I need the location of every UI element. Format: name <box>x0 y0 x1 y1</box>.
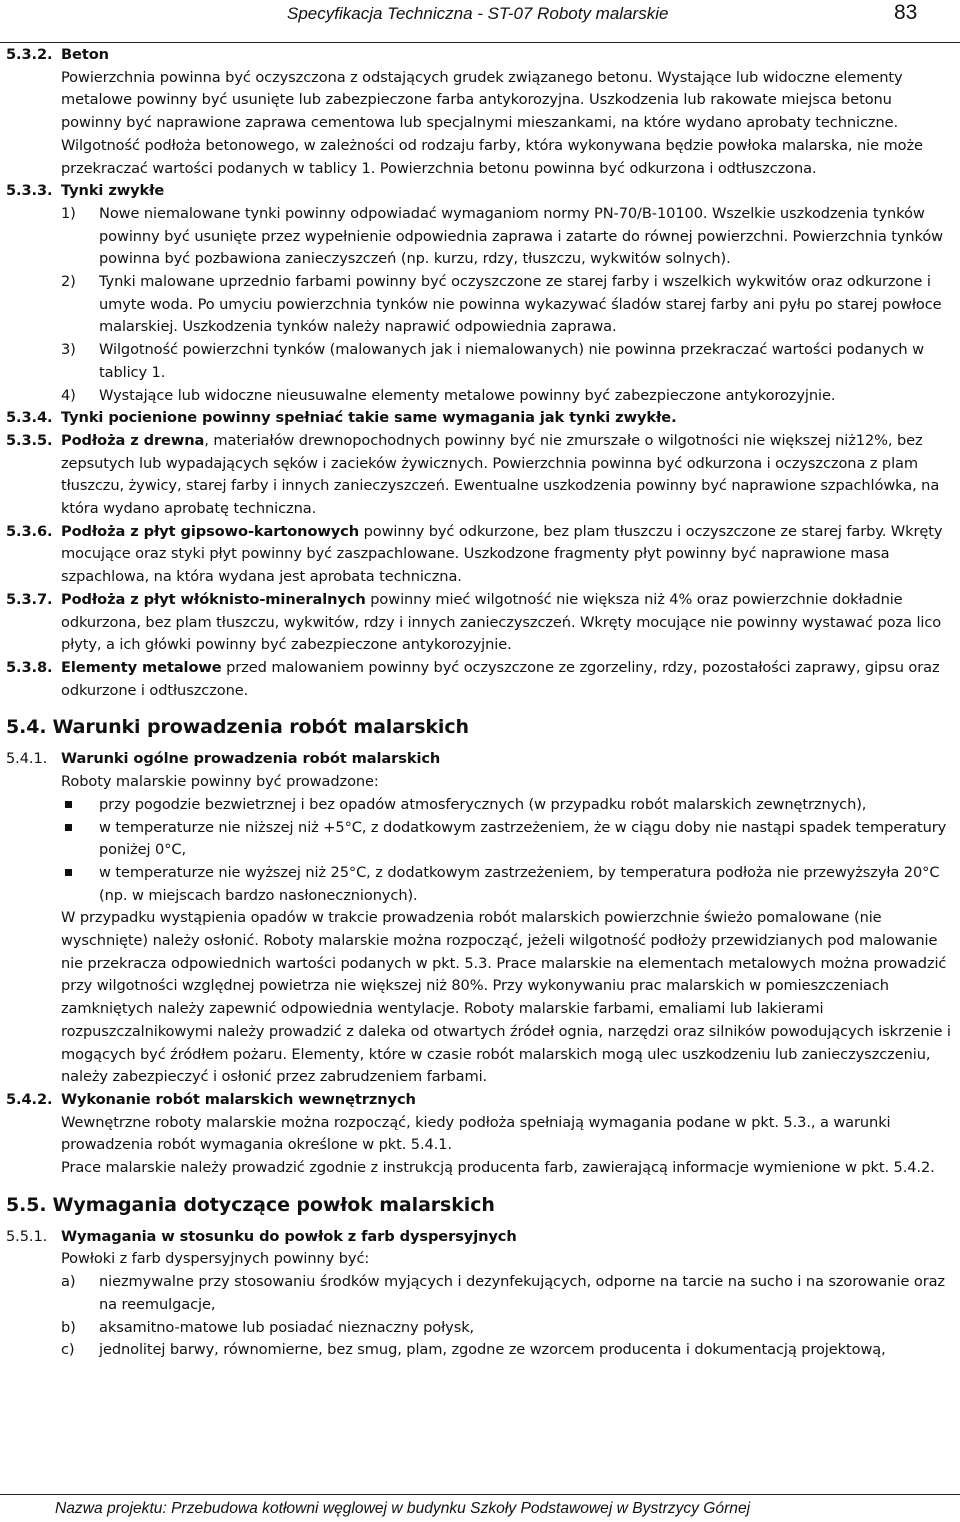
heading-5-5 <box>6 1192 952 1218</box>
list-marker: 3) <box>61 341 76 359</box>
section-title: Wymagania w stosunku do powłok z farb dyspersyjnych <box>61 1227 517 1245</box>
list-item <box>61 1317 952 1340</box>
section-title: Podłoża z drewna <box>61 431 205 449</box>
list-marker: b) <box>61 1318 76 1336</box>
section-5-4-2 <box>6 1089 952 1180</box>
section-number: 5.4.1. <box>6 750 48 768</box>
list-item <box>61 862 952 907</box>
heading-number: 5.4. <box>6 716 47 739</box>
footer-divider <box>0 1494 960 1495</box>
list-item-text: niezmywalne przy stosowaniu środków myjących i dezynfekujących, odporne na tarcie na sucho i na szorowanie oraz na reemulgacje, <box>99 1273 945 1313</box>
section-5-3-5 <box>6 430 952 521</box>
list-marker: 1) <box>61 204 76 222</box>
numbered-list <box>61 203 952 407</box>
section-number: 5.5.1. <box>6 1227 48 1245</box>
section-title: Warunki ogólne prowadzenia robót malarskich <box>61 750 441 768</box>
paragraph: Prace malarskie należy prowadzić zgodnie z instrukcją producenta farb, zawierającą informacje wymienione w pkt. 5.4.2. <box>61 1159 935 1177</box>
list-item <box>61 794 952 817</box>
lettered-list <box>6 1271 952 1362</box>
section-number: 5.3.2. <box>6 46 53 63</box>
page-footer: Nazwa projektu: Przebudowa kotłowni węglowej w budynku Szkoły Podstawowej w Bystrzycy Górnej <box>55 1500 751 1517</box>
paragraph: powinny być odkurzone, bez plam tłuszczu i oczyszczone ze starej farby. Wkręty mocujące oraz styki płyt powinny być zaszpachlowane. Uszkodzone fragmenty płyt powinny być naprawione masa szpachlowa, na która wydana jest aprobata techniczna. <box>61 522 943 586</box>
paragraph: , materiałów drewnopochodnych powinny być nie zmurszałe o wilgotności nie większej niż12%, bez zepsutych lub wypadających sęków i zacieków żywicznych. Powierzchnia powinna być odkurzona i oczyszczona z plam tłuszczu, żywicy, starej farby i innych zanieczyszczeń. Ewentualne uszkodzenia powinny być naprawione szpachlówka, na która wydano aprobatę techniczna. <box>61 431 940 518</box>
document-body <box>6 44 952 1362</box>
page-number: 83 <box>894 1 918 24</box>
list-marker: a) <box>61 1273 76 1291</box>
section-number: 5.3.8. <box>6 658 53 676</box>
section-number: 5.3.3. <box>6 182 53 200</box>
list-item <box>61 203 952 271</box>
heading-number: 5.5. <box>6 1193 47 1216</box>
paragraph: powinny mieć wilgotność nie większa niż 4% oraz powierzchnie dokładnie odkurzona, bez plam tłuszczu, wykwitów, rdzy i innych zanieczyszczeń. Wkręty mocujące nie powinny wystawać poza lico płyty, a ich główki powinny być zabezpieczone antykorozyjnie. <box>61 590 942 654</box>
list-item-text: Tynki malowane uprzednio farbami powinny być oczyszczone ze starej farby i wszelkich wykwitów oraz odkurzone i umyte woda. Po umyciu powierzchnia tynków nie powinna wykazywać śladów starej farby ani pyłu po starej powłoce malarskiej. Uszkodzenia tynków należy naprawić odpowiednia zaprawa. <box>99 273 942 336</box>
page-header <box>0 0 960 43</box>
section-title: Tynki pocienione powinny spełniać takie same wymagania jak tynki zwykłe. <box>61 409 677 427</box>
paragraph: Roboty malarskie powinny być prowadzone: <box>61 773 379 791</box>
section-number: 5.3.5. <box>6 431 53 449</box>
list-item-text: aksamitno-matowe lub posiadać nieznaczny połysk, <box>99 1318 475 1336</box>
square-bullet-icon <box>65 869 72 876</box>
section-number: 5.4.2. <box>6 1090 53 1108</box>
section-title: Wykonanie robót malarskich wewnętrznych <box>61 1090 416 1108</box>
header-title: Specyfikacja Techniczna - ST-07 Roboty malarskie <box>287 4 669 23</box>
section-5-5-1 <box>6 1226 952 1362</box>
list-item-text: Wystające lub widoczne nieusuwalne elementy metalowe powinny być zabezpieczone antykorozyjnie. <box>99 386 836 404</box>
heading-title: Wymagania dotyczące powłok malarskich <box>52 1193 495 1216</box>
heading-5-4 <box>6 714 952 740</box>
list-item <box>61 271 952 339</box>
section-number: 5.3.7. <box>6 590 53 608</box>
paragraph: przed malowaniem powinny być oczyszczone ze zgorzeliny, rdzy, pozostałości zaprawy, gipsu oraz odkurzone i odtłuszczone. <box>61 658 940 699</box>
list-item <box>61 385 952 408</box>
section-number: 5.3.4. <box>6 409 53 427</box>
list-item-text: Nowe niemalowane tynki powinny odpowiadać wymaganiom normy PN-70/B-10100. Wszelkie uszkodzenia tynków powinny być usunięte przez wypełnienie odpowiednia zaprawa i zatarte do równej powierzchni. Powierzchnia tynków powinna być pozbawiona zanieczyszczeń (np. kurzu, rdzy, tłuszczu, wykwitów solnych). <box>99 204 944 268</box>
list-item-text: Wilgotność powierzchni tynków (malowanych jak i niemalowanych) nie powinna przekraczać wartości podanych w tablicy 1. <box>99 341 924 381</box>
list-item-text: w temperaturze nie wyższej niż 25°C, z dodatkowym zastrzeżeniem, by temperatura podłoża nie przewyższyła 20°C (np. w miejscach bardzo nasłonecznionych). <box>99 863 940 904</box>
section-5-3-2 <box>6 44 952 180</box>
section-number: 5.3.6. <box>6 522 53 540</box>
list-item-text: w temperaturze nie niższej niż +5°C, z dodatkowym zastrzeżeniem, że w ciągu doby nie nastąpi spadek temperatury poniżej 0°C, <box>99 818 947 859</box>
section-title: Beton <box>61 46 109 63</box>
square-bullet-icon <box>65 801 72 808</box>
bullet-list <box>6 794 952 908</box>
list-marker: c) <box>61 1341 75 1359</box>
list-marker: 2) <box>61 273 76 291</box>
section-title: Podłoża z płyt włóknisto-mineralnych <box>61 590 366 608</box>
list-item <box>61 1271 952 1316</box>
section-title: Elementy metalowe <box>61 658 222 676</box>
square-bullet-icon <box>65 824 72 831</box>
list-marker: 4) <box>61 386 76 404</box>
section-5-3-3 <box>6 180 952 407</box>
heading-title: Warunki prowadzenia robót malarskich <box>52 716 469 739</box>
paragraph: W przypadku wystąpienia opadów w trakcie prowadzenia robót malarskich powierzchnie świeżo pomalowane (nie wyschnięte) należy osłonić. Roboty malarskie można rozpocząć, jeżeli wilgotność podłoży przewidzianych pod malowanie nie przekracza odpowiednich wartości podanych w pkt. 5.3. Prace malarskie na elementach metalowych można prowadzić przy wilgotności względnej powietrza nie większej niż 80%. Przy wykonywaniu prac malarskich w pomieszczeniach zamkniętych należy zapewnić odpowiednia wentylacje. Roboty malarskie farbami, emaliami lub lakierami rozpuszczalnikowymi należy prowadzić z daleka od otwartych źródeł ognia, narzędzi oraz silników powodujących iskrzenie i mogących być źródłem pożaru. Elementy, które w czasie robót malarskich mogą ulec uszkodzeniu lub zanieczyszczeniu, należy zabezpieczyć i osłonić przez zabrudzeniem farbami. <box>61 909 951 1086</box>
section-5-3-4 <box>6 407 952 430</box>
section-5-3-6 <box>6 521 952 589</box>
list-item-text: przy pogodzie bezwietrznej i bez opadów atmosferycznych (w przypadku robót malarskich zewnętrznych), <box>99 795 867 813</box>
section-5-4-1 <box>6 748 952 1089</box>
list-item <box>61 817 952 862</box>
section-5-3-8 <box>6 657 952 702</box>
paragraph: Powłoki z farb dyspersyjnych powinny być: <box>61 1250 370 1268</box>
section-title: Tynki zwykłe <box>61 182 165 200</box>
paragraph: Wewnętrzne roboty malarskie można rozpocząć, kiedy podłoża spełniają wymagania podane w pkt. 5.3., a warunki prowadzenia robót wymagania określone w pkt. 5.4.1. <box>61 1113 891 1154</box>
section-title: Podłoża z płyt gipsowo-kartonowych <box>61 522 360 540</box>
list-item <box>61 1339 952 1362</box>
list-item <box>61 339 952 384</box>
paragraph: Powierzchnia powinna być oczyszczona z odstających grudek związanego betonu. Wystające lub widoczne elementy metalowe powinny być usunięte lub zabezpieczone farba antykorozyjna. Uszkodzenia lub rakowate miejsca betonu powinny być naprawione zaprawa cementowa lub specjalnymi mieszankami, na które wydano aprobaty techniczne. Wilgotność podłoża betonowego, w zależności od rodzaju farby, która wykonywana będzie powłoka malarska, nie może przekraczać wartości podanych w tablicy 1. Powierzchnia betonu powinna być odkurzona i odtłuszczona. <box>61 68 923 177</box>
section-5-3-7 <box>6 589 952 657</box>
list-item-text: jednolitej barwy, równomierne, bez smug, plam, zgodne ze wzorcem producenta i dokumentacją projektową, <box>99 1341 886 1359</box>
